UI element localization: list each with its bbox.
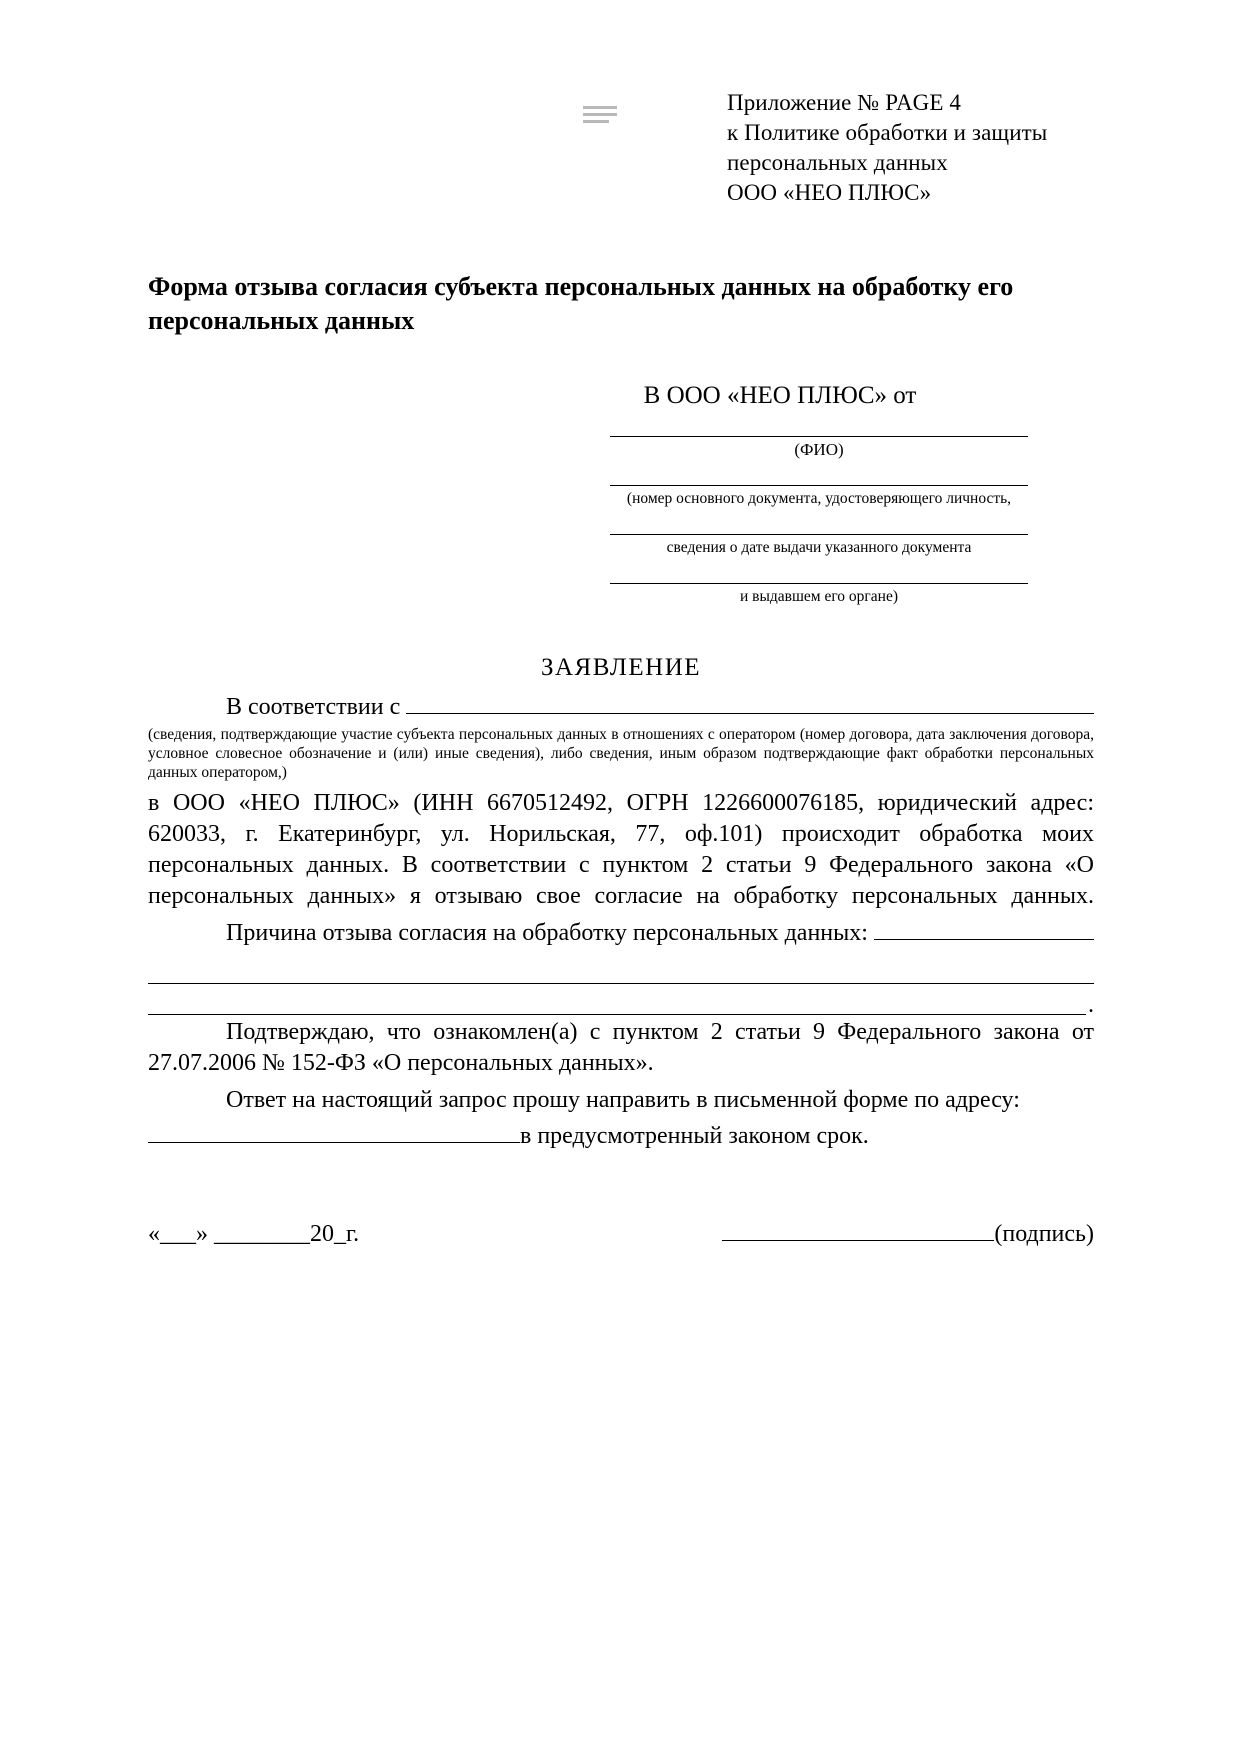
document-number-input-line[interactable] — [610, 465, 1028, 486]
fio-input-line[interactable] — [610, 416, 1028, 437]
statement-heading: ЗАЯВЛЕНИЕ — [540, 654, 702, 681]
header-line-2: к Политике обработки и защиты — [727, 120, 1048, 145]
in-accordance-input-line[interactable] — [406, 694, 1094, 714]
in-accordance-label: В соответствии с — [226, 694, 401, 720]
document-header — [0, 0, 1242, 208]
signature-input-line[interactable] — [722, 1220, 994, 1241]
in-accordance-fineprint: (сведения, подтверждающие участие субъекта персональных данных в отношениях с оператором (номер договора, дата заключения договора, условное словесное обозначение и (или) иные сведения), либо сведения, иным образом подтверждающие факт обработки персональных данных оператором,) — [148, 726, 1094, 781]
main-paragraph: в ООО «НЕО ПЛЮС» (ИНН 6670512492, ОГРН 1226600076185, юридический адрес: 620033, г. Екатеринбург, ул. Норильская, 77, оф.101) происходит обработка моих персональных данных. В соответствии с пунктом 2 статьи 9 Федерального закона «О персональных данных» я отзываю свое согласие на обработку персональных данных. — [148, 790, 1094, 909]
reason-input-line-1[interactable] — [874, 920, 1094, 940]
document-mark-icon — [583, 88, 631, 127]
date-field[interactable]: «___» ________20_г. — [148, 1221, 360, 1247]
signature-field-group — [722, 1220, 1094, 1248]
reason-input-line-2[interactable] — [148, 953, 1094, 984]
answer-address-input-line[interactable] — [148, 1120, 520, 1143]
reason-input-line-3[interactable] — [148, 984, 1086, 1015]
document-date-input-line[interactable] — [610, 514, 1028, 535]
header-line-1: Приложение № PAGE 4 — [727, 90, 961, 115]
addressee-block — [0, 382, 1242, 612]
document-number-caption: (номер основного документа, удостоверяющего личность, — [626, 490, 1012, 507]
header-line-3: персональных данных — [727, 150, 948, 175]
header-line-4: ООО «НЕО ПЛЮС» — [727, 180, 932, 205]
signature-row — [148, 1220, 1094, 1248]
document-issuer-input-line[interactable] — [610, 563, 1028, 584]
trailing-dot: . — [1088, 992, 1094, 1018]
document-date-caption: сведения о дате выдачи указанного документа — [666, 539, 972, 556]
reason-label: Причина отзыва согласия на обработку персональных данных: — [226, 920, 868, 946]
document-issuer-caption: и выдавшем его органе) — [739, 588, 899, 605]
reason-row-3 — [148, 984, 1094, 1018]
in-accordance-row — [148, 692, 1094, 723]
answer-paragraph: Ответ на настоящий запрос прошу направить в письменной форме по адресу: — [226, 1087, 1020, 1113]
reason-row — [148, 918, 1094, 949]
answer-address-row — [148, 1120, 1094, 1152]
page-title: Форма отзыва согласия субъекта персональных данных на обработку его персональных данных — [148, 272, 1014, 335]
fio-caption: (ФИО) — [794, 440, 844, 459]
header-appendix-block — [727, 88, 1047, 208]
document-body — [148, 692, 1094, 1152]
signature-caption: (подпись) — [994, 1221, 1094, 1247]
confirmation-paragraph: Подтверждаю, что ознакомлен(а) с пунктом 2 статьи 9 Федерального закона от 27.07.2006 № 152-ФЗ «О персональных данных». — [148, 1019, 1094, 1076]
answer-address-tail: в предусмотренный законом срок. — [520, 1123, 869, 1149]
addressee-to-line: В ООО «НЕО ПЛЮС» от — [643, 382, 917, 409]
